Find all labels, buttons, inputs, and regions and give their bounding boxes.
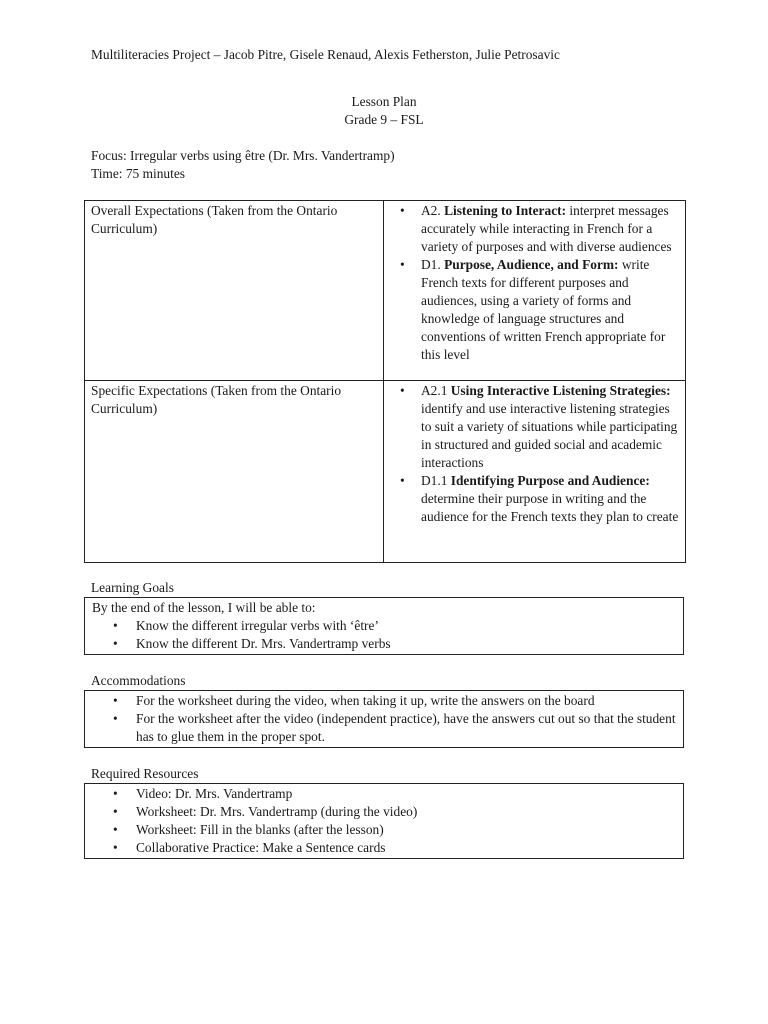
table-row: [85, 201, 686, 381]
list-item: • Worksheet: Fill in the blanks (after the lesson): [136, 821, 683, 839]
list-item: • Worksheet: Dr. Mrs. Vandertramp (during the video): [136, 803, 683, 821]
expectation-code: D1.1: [421, 473, 451, 488]
expectations-table: [84, 200, 686, 563]
expectation-code: A2.1: [421, 383, 451, 398]
list-item: [421, 472, 679, 526]
plan-time: Time: 75 minutes: [91, 166, 185, 181]
plan-grade: Grade 9 – FSL: [344, 112, 424, 127]
plan-title: Lesson Plan: [351, 94, 417, 109]
authors-line: Multiliteracies Project – Jacob Pitre, Gisele Renaud, Alexis Fetherston, Julie Petrosavic: [91, 47, 560, 62]
accommodations-heading: Accommodations: [91, 673, 186, 688]
expectation-text: identify and use interactive listening strategies to suit a variety of situations while participating in structured and guided social and academic interactions: [421, 401, 678, 470]
list-item: • For the worksheet after the video (independent practice), have the answers cut out so that the student has to glue them in the proper spot.: [136, 710, 683, 746]
resources-box: [84, 783, 684, 859]
list-item: [421, 256, 679, 364]
expectation-title: Purpose, Audience, and Form:: [444, 257, 619, 272]
focus-block: [91, 147, 395, 183]
list-item: [421, 202, 679, 256]
expectation-text: determine their purpose in writing and the audience for the French texts they plan to create: [421, 491, 679, 524]
expectation-text: write French texts for different purposes and audiences, using a variety of forms and knowledge of language structures and conventions of written French appropriate for this level: [421, 257, 666, 362]
list-item: • For the worksheet during the video, when taking it up, write the answers on the board: [136, 692, 683, 710]
accommodations-box: [84, 690, 684, 748]
resources-heading: Required Resources: [91, 766, 199, 781]
list-item: [421, 382, 679, 472]
specific-label: Specific Expectations (Taken from the Ontario Curriculum): [85, 381, 384, 563]
overall-label: Overall Expectations (Taken from the Ontario Curriculum): [85, 201, 384, 381]
expectation-code: D1.: [421, 257, 445, 272]
learning-goals-heading: Learning Goals: [91, 580, 174, 595]
expectation-code: A2.: [421, 203, 445, 218]
expectation-title: Identifying Purpose and Audience:: [450, 473, 650, 488]
expectation-title: Listening to Interact:: [444, 203, 567, 218]
list-item: • Know the different irregular verbs with ‘être’: [136, 617, 683, 635]
plan-title-block: [0, 93, 768, 129]
expectation-title: Using Interactive Listening Strategies:: [450, 383, 671, 398]
learning-goals-box: [84, 597, 684, 655]
learning-goals-intro: By the end of the lesson, I will be able to:: [92, 600, 316, 615]
list-item: • Video: Dr. Mrs. Vandertramp: [136, 785, 683, 803]
list-item: • Collaborative Practice: Make a Sentence cards: [136, 839, 683, 857]
list-item: • Know the different Dr. Mrs. Vandertramp verbs: [136, 635, 683, 653]
overall-cell: [384, 201, 686, 381]
plan-focus: Focus: Irregular verbs using être (Dr. Mrs. Vandertramp): [91, 148, 395, 163]
table-row: [85, 381, 686, 563]
expectation-text: interpret messages accurately while interacting in French for a variety of purposes and with diverse audiences: [421, 203, 672, 254]
specific-cell: [384, 381, 686, 563]
